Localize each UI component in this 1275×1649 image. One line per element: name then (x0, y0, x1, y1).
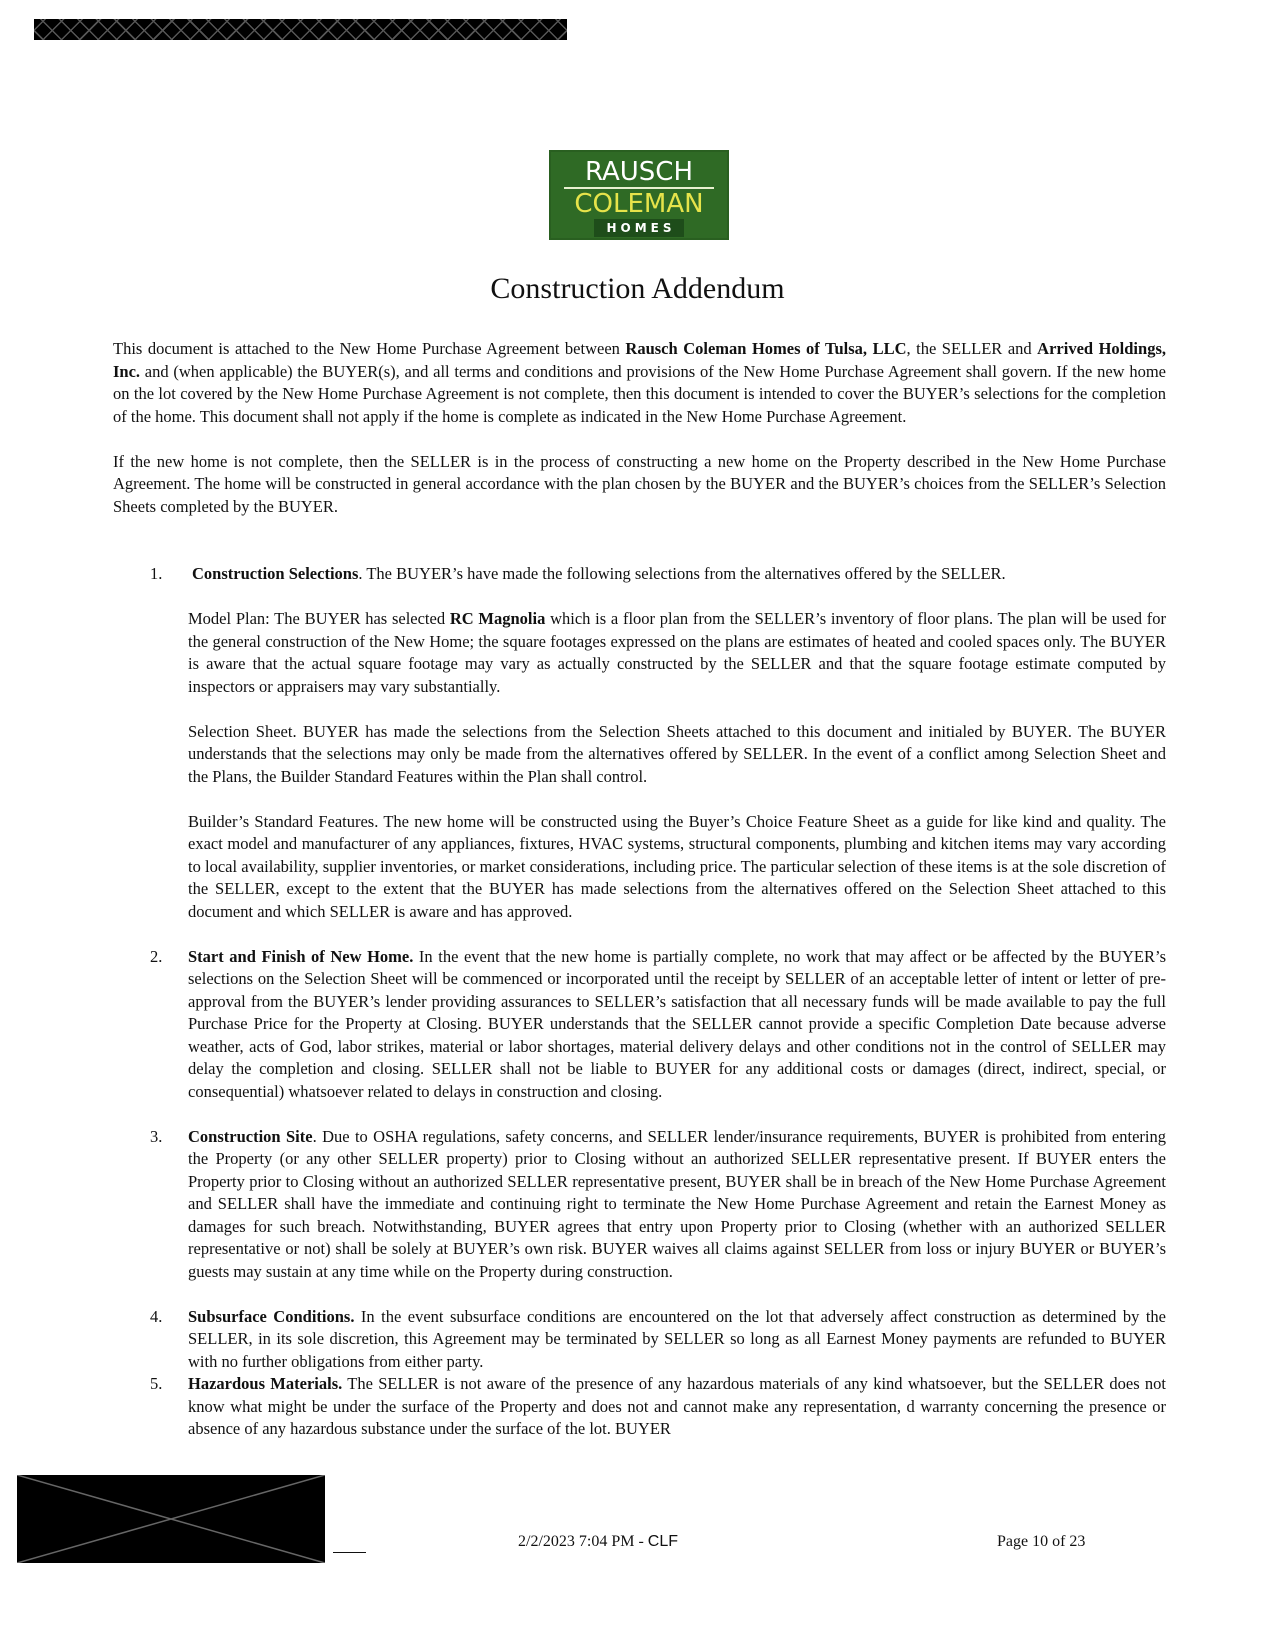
model-plan-name: RC Magnolia (449, 609, 546, 628)
selection-sheet-paragraph: Selection Sheet. BUYER has made the selections from the Selection Sheets attached to this document and initialed by BUYER. The BUYER understands that the selections may only be made from the alternatives offered by SELLER. In the event of a conflict among Selection Sheet and the Plans, the Builder Standard Features within the Plan shall control. (188, 721, 1166, 786)
section-text: Model Plan: The BUYER has selected (188, 609, 450, 628)
logo-line-coleman: COLEMAN (574, 189, 704, 219)
redacted-header-bar (34, 19, 567, 40)
redaction-cross-icon (17, 1475, 325, 1563)
intro-text: , the SELLER and (906, 339, 1038, 358)
section-start-and-finish (113, 946, 1166, 1104)
section-heading: Subsurface Conditions. (188, 1306, 355, 1326)
section-paragraph (188, 946, 1166, 1104)
section-subsurface-conditions (113, 1306, 1166, 1374)
footer-timestamp (518, 1533, 678, 1551)
redacted-signature-box (17, 1475, 325, 1563)
section-paragraph (188, 1306, 1166, 1374)
intro-text: and (when applicable) the BUYER(s), and all terms and conditions and provisions of the New Home Purchase Agreement shall govern. If the new home on the lot covered by the New Home Purchase Agreement is not complete, then this document is intended to cover the BUYER’s selections for the completion of the home. This document shall not apply if the home is complete as indicated in the New Home Purchase Agreement. (113, 361, 1166, 426)
section-paragraph (188, 1373, 1166, 1441)
intro-text: This document is attached to the New Home Purchase Agreement between (113, 339, 626, 358)
section-number: 3. (150, 1126, 163, 1146)
standard-features-paragraph: Builder’s Standard Features. The new home will be constructed using the Buyer’s Choice Feature Sheet as a guide for like kind and quality. The exact model and manufacturer of any appliances, fixtures, HVAC systems, structural components, plumbing and kitchen items may vary according to local availability, supplier inventories, or market considerations, including price. The particular selection of these items is at the sole discretion of the SELLER, except to the extent that the BUYER has made selections from the alternatives offered on the Selection Sheet attached to this document and which SELLER is aware and has approved. (188, 811, 1166, 921)
rausch-coleman-logo (549, 150, 729, 240)
section-text: . The BUYER’s have made the following selections from the alternatives offered by the SELLER. (358, 564, 1006, 583)
section-heading: Start and Finish of New Home. (188, 946, 414, 966)
section-heading: Construction Site (188, 1126, 313, 1146)
logo-line-rausch: RAUSCH (584, 157, 694, 187)
section-construction-selections (113, 563, 1166, 923)
section-text: . Due to OSHA regulations, safety concerns, and SELLER lender/insurance requirements, BUYER is prohibited from entering the Property (or any other SELLER property) prior to Closing without an authorized SELLER representative present. If BUYER enters the Property prior to Closing without an authorized SELLER representative present, BUYER shall be in breach of the New Home Purchase Agreement and SELLER shall have the immediate and continuing right to terminate the New Home Purchase Agreement and retain the Earnest Money as damages for such breach. Notwithstanding, BUYER agrees that entry upon Property prior to Closing (whether with an authorized SELLER representative or not) shall be solely at BUYER’s own risk. BUYER waives all claims against SELLER from loss or injury BUYER or BUYER’s guests may sustain at any time while on the Property during construction. (188, 1126, 1166, 1281)
logo-line-homes: HOMES (594, 219, 683, 237)
buyer-name: Arrived Holdings, Inc. (113, 339, 1166, 381)
page-number: Page 10 of 23 (997, 1533, 1086, 1550)
timestamp-text: 2/2/2023 7:04 PM - (518, 1533, 648, 1550)
seller-name: Rausch Coleman Homes of Tulsa, LLC (625, 339, 907, 358)
section-lead (192, 563, 1166, 586)
section-text: In the event that the new home is partially complete, no work that may affect or be affected by the BUYER’s selections on the Selection Sheet will be commenced or incorporated until the receipt by SELLER of an acceptable letter of intent or letter of pre-approval from the BUYER’s lender providing assurances to SELLER’s satisfaction that all necessary funds will be made available to pay the full Purchase Price for the Property at Closing. BUYER understands that the SELLER cannot provide a specific Completion Date because adverse weather, acts of God, labor strikes, material or labor shortages, material delivery delays and other conditions not in the control of SELLER may delay the completion and closing. SELLER shall not be liable to BUYER for any additional costs or damages (direct, indirect, special, or consequential) whatsoever related to delays in construction and closing. (188, 946, 1166, 1101)
initials-code: CLF (647, 1533, 679, 1550)
section-number: 1. (150, 564, 163, 583)
section-construction-site (113, 1126, 1166, 1284)
section-text: In the event subsurface conditions are encountered on the lot that adversely affect construction as determined by the SELLER, in its sole discretion, this Agreement may be terminated by SELLER so long as all Earnest Money payments are refunded to BUYER with no further obligations from either party. (188, 1306, 1166, 1371)
section-hazardous-materials (113, 1373, 1166, 1441)
section-paragraph (188, 1126, 1166, 1284)
intro-paragraph-1 (113, 338, 1166, 428)
model-plan-paragraph (188, 608, 1166, 698)
section-text: which is a floor plan from the SELLER’s inventory of floor plans. The plan will be used for the general construction of the New Home; the square footages expressed on the plans are estimates of heated and cooled spaces only. The BUYER is aware that the actual square footage may vary as actually constructed by the SELLER and that the square footage estimate computed by inspectors or appraisers may vary substantially. (188, 609, 1167, 696)
intro-paragraph-2: If the new home is not complete, then the SELLER is in the process of constructing a new home on the Property described in the New Home Purchase Agreement. The home will be constructed in general accordance with the plan chosen by the BUYER and the BUYER’s choices from the SELLER’s Selection Sheets completed by the BUYER. (113, 451, 1166, 516)
section-number: 5. (150, 1374, 163, 1393)
section-number: 2. (150, 946, 163, 966)
section-heading: Construction Selections (192, 564, 359, 583)
initials-line (333, 1552, 366, 1553)
section-heading: Hazardous Materials. (188, 1374, 343, 1393)
document-title: Construction Addendum (490, 272, 785, 305)
section-text: The SELLER is not aware of the presence of any hazardous materials of any kind whatsoever, but the SELLER does not know what might be under the surface of the Property and does not and cannot make any representation, d warranty concerning the presence or absence of any hazardous substance under the surface of the lot. BUYER (188, 1374, 1167, 1438)
section-number: 4. (150, 1306, 163, 1326)
document-body (113, 338, 1166, 1441)
